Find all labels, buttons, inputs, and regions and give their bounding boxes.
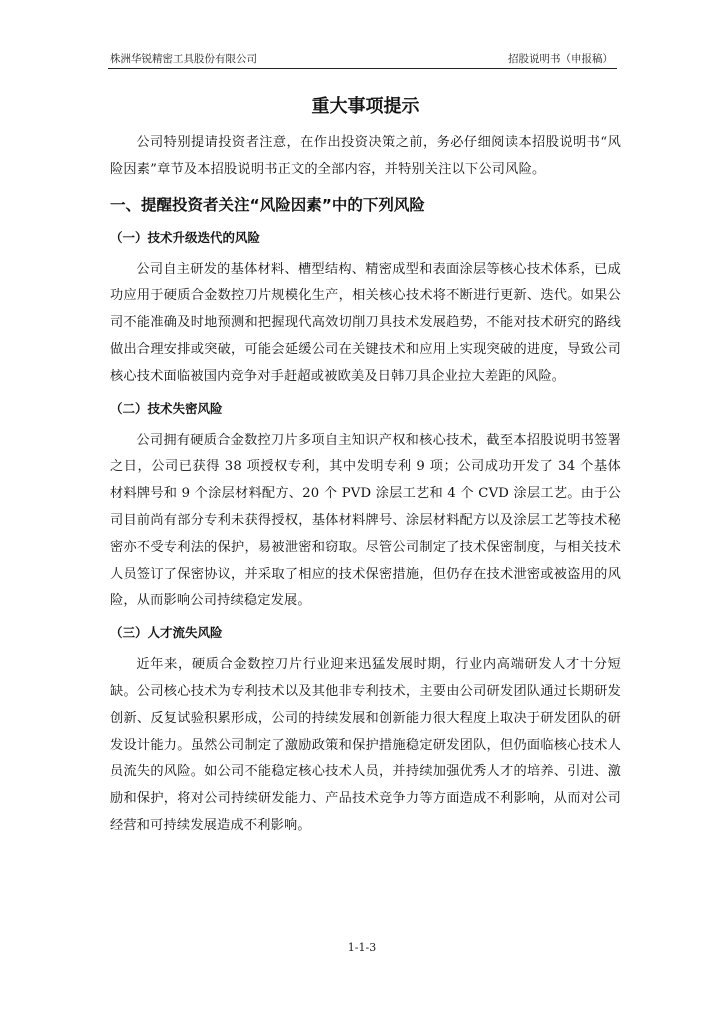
- header-company-name: 株洲华锐精密工具股份有限公司: [110, 53, 257, 65]
- paragraph-tech-upgrade: 公司自主研发的基体材料、槽型结构、精密成型和表面涂层等核心技术体系，已成功应用于硬质合金数控刀片规模化生产，相关核心技术将不断进行更新、迭代。如果公司不能准确及时地预测和把握现代高效切削刀具技术发展趋势，不能对技术研究的路线做出合理安排或突破，可能会延缓公司在关键技术和应用上实现突破的进度，导致公司核心技术面临被国内竞争对手赶超或被欧美及日韩刀具企业拉大差距的风险。: [110, 261, 621, 384]
- section-heading-risk-factors: 一、提醒投资者关注“风险因素”中的下列风险: [110, 195, 425, 214]
- subsection-heading-talent-loss: （三）人才流失风险: [110, 625, 223, 641]
- intro-paragraph: 公司特别提请投资者注意，在作出投资决策之前，务必仔细阅读本招股说明书“风险因素”章节及本招股说明书正文的全部内容，并特别关注以下公司风险。: [110, 135, 621, 177]
- header-document-type: 招股说明书（申报稿）: [508, 53, 613, 65]
- page-header: [108, 51, 617, 67]
- subsection-heading-tech-leak: （二）技术失密风险: [110, 400, 223, 416]
- page-number: 1-1-3: [347, 941, 377, 954]
- header-divider: [108, 68, 617, 69]
- subsection-heading-tech-upgrade: （一）技术升级迭代的风险: [110, 229, 261, 245]
- paragraph-tech-leak: 公司拥有硬质合金数控刀片多项自主知识产权和核心技术，截至本招股说明书签署之日，公司已获得 38 项授权专利，其中发明专利 9 项；公司成功开发了 34 个基体材料牌号和 9 个涂层材料配方、20 个 PVD 涂层工艺和 4 个 CVD 涂层工艺。由于公司目前尚有部分专利未获得授权，基体材料牌号、涂层材料配方以及涂层工艺等技术秘密亦不受专利法的保护，易被泄密和窃取。尽管公司制定了技术保密制度，与相关技术人员签订了保密协议，并采取了相应的技术保密措施，但仍存在技术泄密或被盗用的风险，从而影响公司持续稳定发展。: [110, 432, 621, 609]
- document-body: [110, 94, 621, 840]
- paragraph-talent-loss: 近年来，硬质合金数控刀片行业迎来迅猛发展时期，行业内高端研发人才十分短缺。公司核心技术为专利技术以及其他非专利技术，主要由公司研发团队通过长期研发创新、反复试验积累形成，公司的持续发展和创新能力很大程度上取决于研发团队的研发设计能力。虽然公司制定了激励政策和保护措施稳定研发团队，但仍面临核心技术人员流失的风险。如公司不能稳定核心技术人员，并持续加强优秀人才的培养、引进、激励和保护，将对公司持续研发能力、产品技术竞争力等方面造成不利影响，从而对公司经营和可持续发展造成不利影响。: [110, 657, 621, 833]
- page-title: 重大事项提示: [311, 96, 420, 117]
